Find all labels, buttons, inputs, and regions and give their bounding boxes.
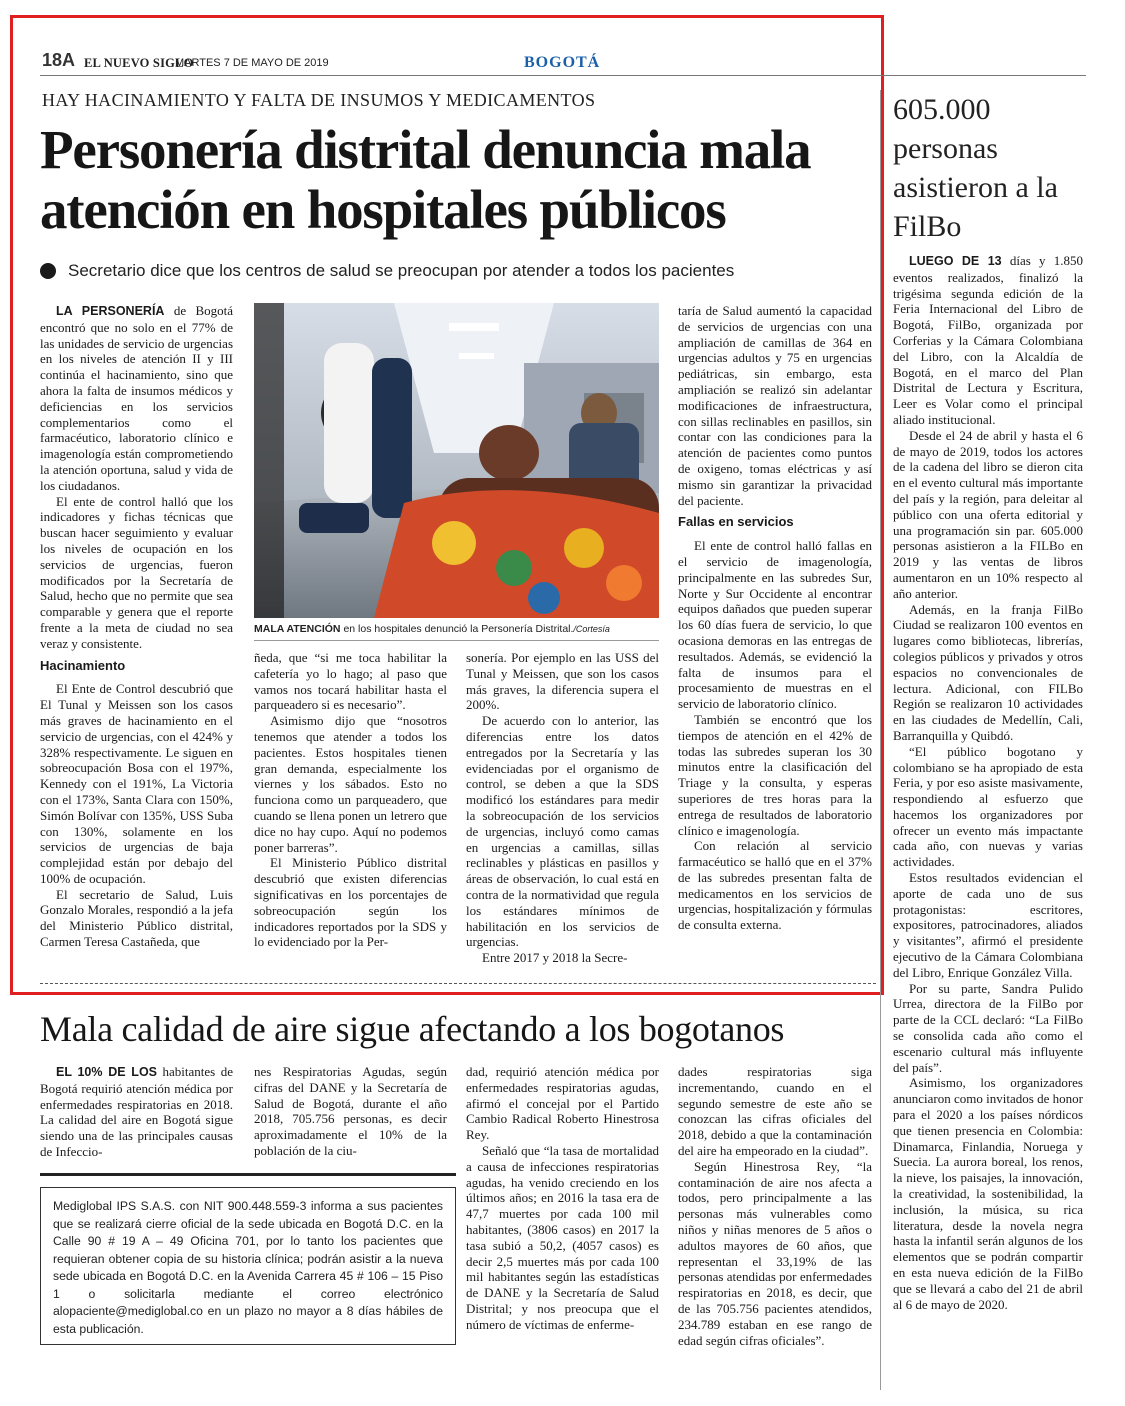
page-number: 18A bbox=[42, 50, 76, 70]
section-subtitle: Fallas en servicios bbox=[678, 514, 794, 530]
paragraph: ñeda, que “si me toca habilitar la cafetería yo lo hago; al paso que vamos nos tocará habilitar hasta el parqueadero si es necesario”. bbox=[254, 650, 447, 713]
paragraph: Asimismo dijo que “nosotros tenemos que atender a todos los pacientes. Estos hospitales tienen gran demanda, especialmente los viernes y los sábados. Esto no funciona como un parqueadero, que cuando se llena ponen un letrero que dice no hay cupo. Aquí no podemos poner barreras”. bbox=[254, 713, 447, 855]
paragraph: habitantes de Bogotá requirió atención médica por enfermedades respiratorias en 2018. La calidad del aire en Bogotá sigue siendo una de las principales causas de Infeccio- bbox=[40, 1064, 233, 1159]
paragraph: Asimismo, los organizadores anunciaron como invitados de honor para el 2020 a los países nórdicos que tienen presencia en Colombia: Dinamarca, Finlandia, Noruega y Suecia. La aurora boreal, los renos, la nieve, los paisajes, la innovación, la creatividad, la sostenibilidad, la inclusión, la música, su rica literatura, desde la novela negra hasta la infantil serán algunos de los elementos que se podrán compartir en esta nueva edición de la FilBo que se llevará a cabo del 21 de abril al 6 de mayo de 2020. bbox=[893, 1075, 1083, 1312]
legal-notice-box: Mediglobal IPS S.A.S. con NIT 900.448.559-3 informa a sus pacientes que se realizará cierre oficial de la sede ubicada en Bogotá D.C. en la Calle 90 # 19 A – 49 Oficina 701, por lo tanto los pacientes que requieran obtener copia de su historia clínica; podrán asistir a la nueva sede ubicada en Bogotá D.C. en la Avenida Carrera 45 # 106 – 15 Piso 1 o solicitarla mediante el correo electrónico alopaciente@mediglobal.co en un plazo no mayor a 8 días hábiles de esta publicación. bbox=[40, 1187, 456, 1345]
paragraph: Estos resultados evidencian el aporte de cada uno de sus protagonistas: escritores, expositores, patrocinadores, aliados y visitantes”, afirmó el presidente ejecutivo de la Cámara Colombiana del Libro, Enrique González Villa. bbox=[893, 870, 1083, 980]
sidebar-column bbox=[893, 253, 1083, 1312]
paragraph: El Ministerio Público distrital descubrió que existen diferencias significativas en los porcentajes de sobreocupación según los indicadores reportados por la SDS y lo evidenciado por la Per- bbox=[254, 855, 447, 950]
lead-in: EL 10% DE LOS bbox=[56, 1065, 158, 1079]
photo-caption bbox=[254, 623, 659, 635]
paragraph: De acuerdo con lo anterior, las diferencias entre los datos entregados por la Secretaría y las evidenciadas por el organismo de control, se deben a que la SDS modificó los estándares para medir la sobreocupación de los servicios de urgencias, incluyó como camas en urgencias a camillas, sillas reclinables y plásticas en pasillos y áreas de observación, lo cual está en contra de la normatividad que regula los estándares mínimos de habilitación en los servicios de urgencias. bbox=[466, 713, 659, 950]
subhead-text: Secretario dice que los centros de salud se preocupan por atender a todos los pacientes bbox=[68, 261, 735, 280]
paragraph: El secretario de Salud, Luis Gonzalo Morales, respondió a la jefa del Ministerio Público distrital, Carmen Teresa Castañeda, que bbox=[40, 886, 233, 950]
paragraph: Entre 2017 y 2018 la Secre- bbox=[482, 950, 628, 966]
article-headline: Personería distrital denuncia mala atención en hospitales públicos bbox=[40, 119, 811, 240]
paragraph: dades respiratorias siga incrementando, cuando en el segundo semestre de este año se conozcan las cifras oficiales del 2018, debido a que la contaminación del aire ha empeorado en la ciudad”. bbox=[678, 1064, 872, 1158]
air-column-1 bbox=[40, 1064, 233, 1160]
sidebar-headline: 605.000 personas asistieron a la FilBo bbox=[893, 93, 1058, 243]
article-column-3 bbox=[466, 650, 659, 966]
caption-text: en los hospitales denunció la Personería Distrital. bbox=[340, 623, 574, 635]
paragraph: sonería. Por ejemplo en las USS del Tunal y Meissen, que son los casos más graves, la diferencia supera el 200%. bbox=[466, 650, 659, 713]
sidebar-rule bbox=[880, 90, 881, 1390]
air-column-3 bbox=[466, 1064, 659, 1333]
paragraph: nes Respiratorias Agudas, según cifras del DANE y la Secretaría de Salud de Bogotá, durante el año 2018, 705.756 personas, es decir aproximadamente el 10% de la población de la ciu- bbox=[254, 1064, 447, 1158]
masthead-rule bbox=[40, 75, 1086, 76]
paragraph: “El público bogotano y colombiano se ha apropiado de esta Feria, y por eso asiste masivamente, respondiendo al esfuerzo que hacemos los organizadores por ofrecer un evento más impactante cada año, con nuevas y varias actividades. bbox=[893, 743, 1083, 870]
paragraph: Señaló que “la tasa de mortalidad a causa de infecciones respiratorias agudas, ha venido creciendo en los últimos años; en 2016 la tasa era de 47,7 muertes por cada 100 mil habitantes, (3806 casos) en 2017 la tasa subió a 50,2, (4057 casos) es decir 2,5 muertes más por cada 100 mil habitantes según las estadísticas de DANE y la Secretaría de Salud Distrital; y nos preocupa que el número de víctimas de enferme- bbox=[466, 1142, 659, 1332]
paragraph: Con relación al servicio farmacéutico se halló que en el 37% de las subredes presentan falta de medicamentos en los servicios de urgencias, hospitalización y fórmulas de consulta externa. bbox=[678, 838, 872, 933]
lead-in: LA PERSONERÍA bbox=[56, 304, 165, 318]
paragraph: Además, en la franja FilBo Ciudad se realizaron 100 eventos en lugares como bibliotecas, librerías, colegios públicos y privados y otros espacios no convencionales de lectura. Adicional, con FILBo Región se realizaron 10 actividades en las ciudades de Medellín, Cali, Barranquilla y Quibdó. bbox=[893, 601, 1083, 743]
paragraph: taría de Salud aumentó la capacidad de servicios de urgencias con una ampliación de camillas de 364 en urgencias adultos y 75 en urgencias pediátricas, sin embargo, esta ampliación se realizó sin adelantar modificaciones de infraestructura, con sillas reclinables en pasillos, sin contar con las condiciones para la atención de pacientes como puntos de oxigeno, tomas eléctricas y así mismo sin garantizar la privacidad del paciente. bbox=[678, 303, 872, 508]
bullet-icon bbox=[40, 263, 56, 279]
issue-date: MARTES 7 DE MAYO DE 2019 bbox=[175, 57, 329, 69]
paragraph: Por su parte, Sandra Pulido Urrea, directora de la FilBo por parte de la CCL declaró: “La FilBo se consolida cada año como el escenario cultural más influyente del país”. bbox=[893, 980, 1083, 1075]
hospital-photo bbox=[254, 303, 659, 618]
air-column-4 bbox=[678, 1064, 872, 1348]
section-name: BOGOTÁ bbox=[524, 54, 601, 71]
paragraph: días y 1.850 eventos realizados, finalizó la trigésima segunda edición de la Feria Internacional del Libro de Bogotá, FilBo, organizada por Corferias y la Cámara Colombiana del Libro, con la Alcaldía de Bogotá, en el marco del Plan Distrital de Lectura y Escritura, Leer es Volar como el principal aliado institucional. bbox=[893, 253, 1083, 427]
section-subtitle: Hacinamiento bbox=[40, 657, 126, 673]
air-column-2 bbox=[254, 1064, 447, 1159]
article-column-4 bbox=[678, 303, 872, 933]
article-separator bbox=[40, 983, 876, 984]
paragraph: dad, requirió atención médica por enfermedades respiratorias agudas, afirmó el concejal por el Partido Cambio Radical Roberto Hinestrosa Rey. bbox=[466, 1064, 659, 1143]
article-subhead bbox=[40, 261, 734, 281]
paragraph: El ente de control halló fallas en el servicio de imagenología, principalmente en las subredes Sur, Norte y Sur Occidente al encontrar equipos dañados que pueden superar los 60 días fuera de servicio, lo que ocasiona demoras en las entregas de resultados. Además, se evidenció la falta de insumos para el procesamiento de muestras en el servicio de laboratorio clínico. bbox=[678, 538, 872, 712]
paragraph: Según Hinestrosa Rey, “la contaminación de aire nos afecta a todos, pero principalmente a las personas más vulnerables como niños y niñas menores de 5 años o adultos mayores de 60 años, que representan el 33,19% de las personas atendidas por enfermedades respiratorias en 2018, es decir, que de las 705.756 pacientes atendidos, 234.789 estaban en ese rango de edad según cifras oficiales”. bbox=[678, 1158, 872, 1348]
paragraph: de Bogotá encontró que no solo en el 77% de las unidades de servicio de urgencias en los niveles de atención II y III continúa el hacinamiento, sino que ahora la falta de insumos médicos y deficiencias en los servicios complementarios como el farmacéutico, laboratorio clínico e imagenología están comprometiendo la atención oportuna, salud y vida de los ciudadanos. bbox=[40, 303, 234, 493]
notice-top-rule bbox=[40, 1173, 456, 1176]
paragraph: El Ente de Control descubrió que El Tunal y Meissen son los casos más graves de hacinamiento en el servicio de urgencias, con el 424% y 328% respectivamente. Le siguen en sobreocupación Bosa con el 197%, Kennedy con el 191%, La Victoria con el 173%, Santa Clara con 150%, Simón Bolívar con 135%, USS Suba con 130%, solamente en los servicios de urgencias de baja complejidad están por debajo del 100% de ocupación. bbox=[40, 681, 233, 886]
article-kicker: HAY HACINAMIENTO Y FALTA DE INSUMOS Y MEDICAMENTOS bbox=[42, 90, 596, 110]
photo-credit: /Cortesía bbox=[573, 624, 610, 634]
article-column-2 bbox=[254, 650, 447, 950]
article-column-1 bbox=[40, 303, 233, 950]
paragraph: También se encontró que los tiempos de atención en el 42% de todas las subredes superan los 30 minutos entre la clasificación del Triage y la consulta, y esperas superiores de tres horas para la entrega de resultados de laboratorio clínico e imagenología. bbox=[678, 711, 872, 838]
newspaper-name: EL NUEVO SIGLO bbox=[84, 56, 194, 70]
paragraph: Desde el 24 de abril y hasta el 6 de mayo de 2019, todos los actores de la cadena del libro se dieron cita en el evento cultural más importante del país y la región, para deleitar al público con una oferta editorial y una programación sin par. 605.000 personas asistieron a la FILBo en 2019 y las ventas de libros aumentaron en un 10% respecto al año anterior. bbox=[893, 427, 1083, 601]
caption-lead: MALA ATENCIÓN bbox=[254, 623, 341, 635]
caption-rule bbox=[254, 640, 659, 641]
lead-in: LUEGO DE 13 bbox=[909, 254, 1002, 268]
paragraph: El ente de control halló que los indicadores y fichas técnicas que buscan hacer seguimiento y evaluar los niveles de ocupación en los servicios de urgencias, fueron modificados por la Secretaría de Salud, hecho que no permite que sea comparable y genera que el reporte frente a la meta de ciudad no sea veraz y consistente. bbox=[40, 493, 233, 651]
air-article-headline: Mala calidad de aire sigue afectando a los bogotanos bbox=[40, 1009, 785, 1049]
